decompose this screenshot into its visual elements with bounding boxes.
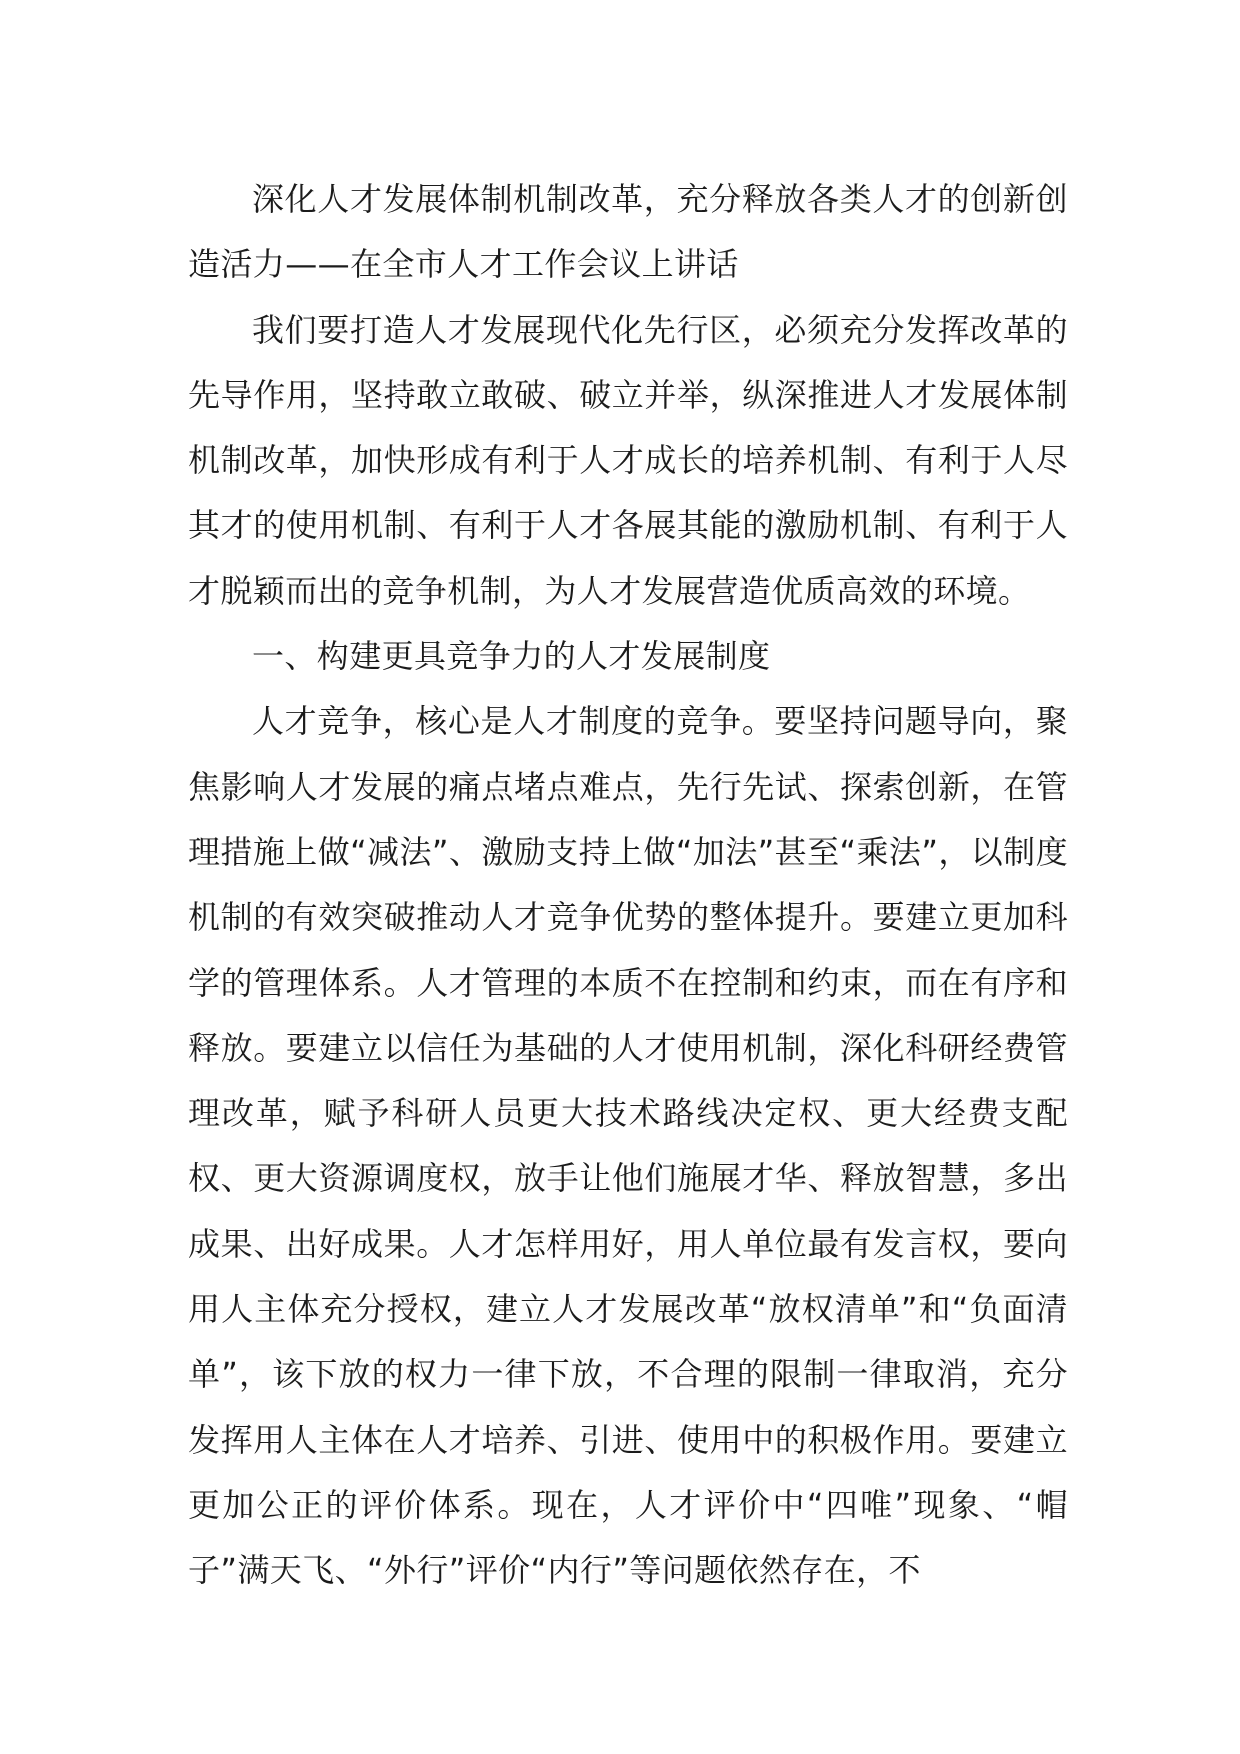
document-body	[188, 167, 1068, 1604]
paragraph-section-1: 人才竞争，核心是人才制度的竞争。要坚持问题导向，聚焦影响人才发展的痛点堵点难点，先行先试、探索创新，在管理措施上做“减法”、激励支持上做“加法”甚至“乘法”，以制度机制的有效突破推动人才竞争优势的整体提升。要建立更加科学的管理体系。人才管理的本质不在控制和约束，而在有序和释放。要建立以信任为基础的人才使用机制，深化科研经费管理改革，赋予科研人员更大技术路线决定权、更大经费支配权、更大资源调度权，放手让他们施展才华、释放智慧，多出成果、出好成果。人才怎样用好，用人单位最有发言权，要向用人主体充分授权，建立人才发展改革“放权清单”和“负面清单”，该下放的权力一律下放，不合理的限制一律取消，充分发挥用人主体在人才培养、引进、使用中的积极作用。要建立更加公正的评价体系。现在，人才评价中“四唯”现象、“帽子”满天飞、“外行”评价“内行”等问题依然存在，不	[188, 702, 1068, 1590]
section-heading-1: 一、构建更具竞争力的人才发展制度	[252, 637, 771, 676]
document-title: 深化人才发展体制机制改革，充分释放各类人才的创新创造活力——在全市人才工作会议上讲话	[188, 180, 1068, 284]
paragraph-intro: 我们要打造人才发展现代化先行区，必须充分发挥改革的先导作用，坚持敢立敢破、破立并举，纵深推进人才发展体制机制改革，加快形成有利于人才成长的培养机制、有利于人尽其才的使用机制、有利于人才各展其能的激励机制、有利于人才脱颖而出的竞争机制，为人才发展营造优质高效的环境。	[188, 310, 1068, 610]
